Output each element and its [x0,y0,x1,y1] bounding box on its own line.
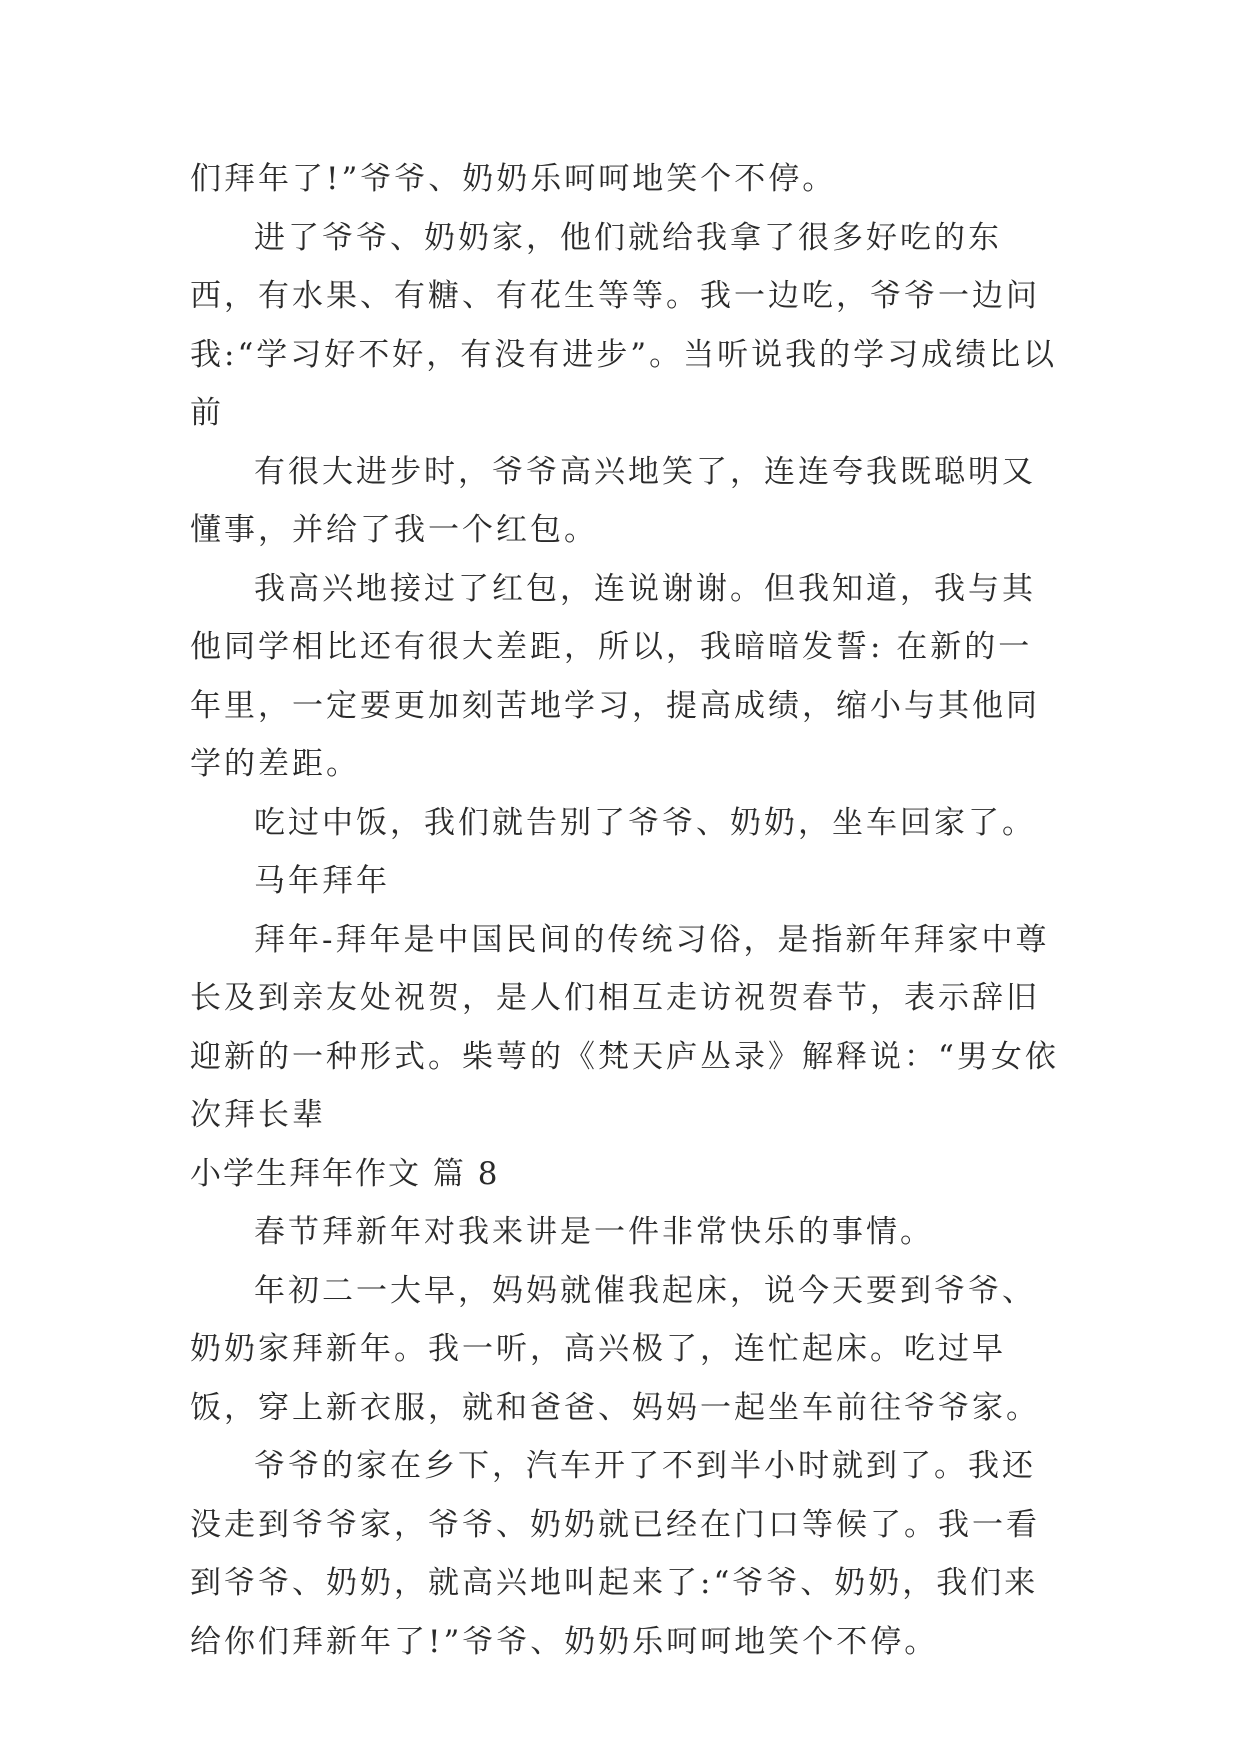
document-body [190,150,1060,1671]
paragraph: 春节拜新年对我来讲是一件非常快乐的事情。 [254,1214,934,1250]
paragraph: 们拜年了!”爷爷、奶奶乐呵呵地笑个不停。 [190,161,837,197]
paragraph: 爷爷的家在乡下，汽车开了不到半小时就到了。我还没走到爷爷家，爷爷、奶奶就已经在门口等候了。我一看到爷爷、奶奶，就高兴地叫起来了:“爷爷、奶奶，我们来给你们拜新年了!”爷爷、奶奶乐呵呵地笑个不停。 [190,1448,1040,1660]
section-heading: 小学生拜年作文 篇 8 [190,1155,500,1192]
paragraph: 有很大进步时，爷爷高兴地笑了，连连夸我既聪明又懂事，并给了我一个红包。 [190,453,1036,548]
paragraph: 我高兴地接过了红包，连说谢谢。但我知道，我与其他同学相比还有很大差距，所以，我暗暗发誓: 在新的一年里，一定要更加刻苦地学习，提高成绩，缩小与其他同学的差距。 [190,570,1040,782]
paragraph: 进了爷爷、奶奶家，他们就给我拿了很多好吃的东西，有水果、有糖、有花生等等。我一边吃，爷爷一边问我:“学习好不好，有没有进步”。当听说我的学习成绩比以前 [190,219,1058,431]
paragraph: 拜年-拜年是中国民间的传统习俗，是指新年拜家中尊长及到亲友处祝贺，是人们相互走访祝贺春节，表示辞旧迎新的一种形式。柴萼的《梵天庐丛录》解释说：“男女依次拜长辈 [190,921,1059,1133]
subheading: 马年拜年 [254,863,390,899]
paragraph: 年初二一大早，妈妈就催我起床，说今天要到爷爷、奶奶家拜新年。我一听，高兴极了，连忙起床。吃过早饭，穿上新衣服，就和爸爸、妈妈一起坐车前往爷爷家。 [190,1272,1040,1426]
paragraph: 吃过中饭，我们就告别了爷爷、奶奶，坐车回家了。 [254,804,1036,841]
